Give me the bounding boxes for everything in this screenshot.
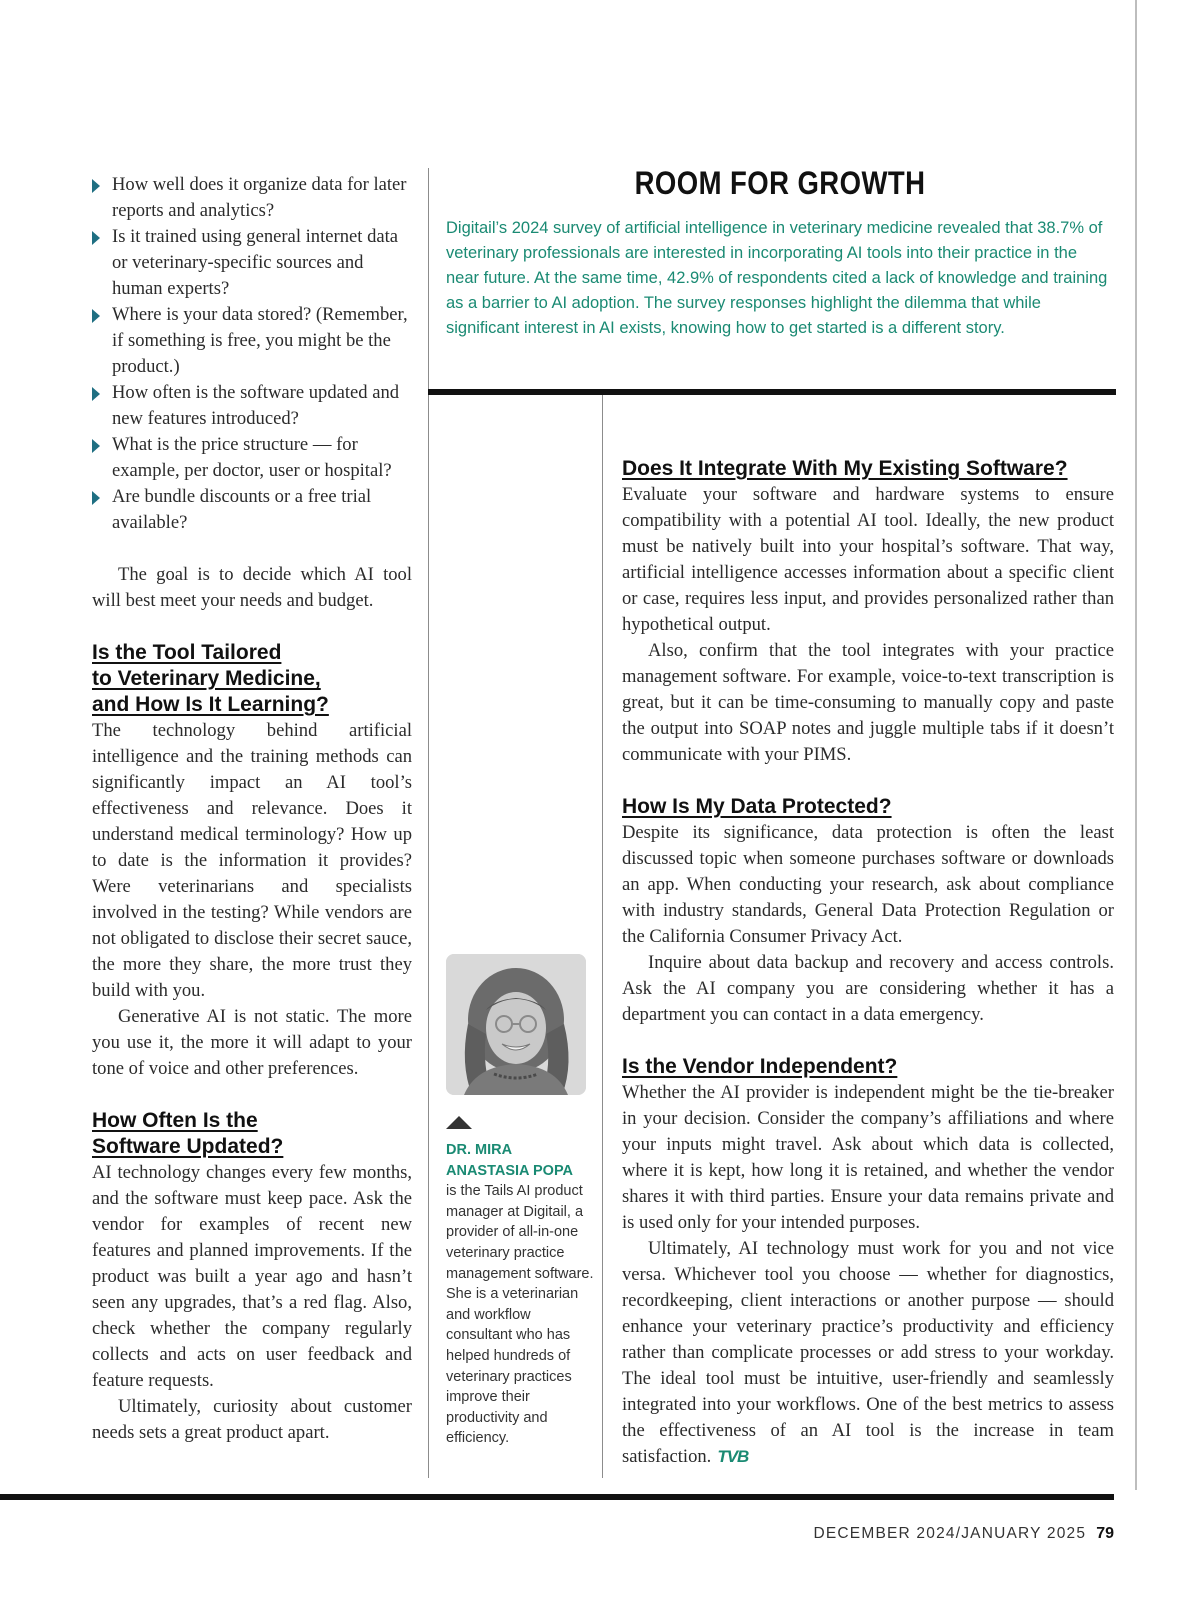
footer-rule <box>0 1494 1114 1500</box>
sidebar-box <box>446 165 1114 341</box>
triangle-bullet-icon <box>92 231 100 245</box>
author-portrait-icon <box>446 954 586 1095</box>
column-divider <box>428 168 429 1478</box>
sidebar-body: Digitail’s 2024 survey of artificial intelligence in veterinary medicine revealed that 38.7% of veterinary professionals are interested in incorporating AI tools into their practice in the near future. At the same time, 42.9% of respondents cited a lack of knowledge and training as a barrier to AI adoption. The survey responses highlight the dilemma that while significant interest in AI exists, knowing how to get started is a different story. <box>446 219 1108 337</box>
body-paragraph: Despite its significance, data protection is often the least discussed topic when someone purchases software or downloads an app. When conducting your research, ask about compliance with industry standards, General Data Protection Regulation or the California Consumer Privacy Act. <box>622 822 1114 947</box>
section-heading-integrate: Does It Integrate With My Existing Software? <box>622 457 1068 480</box>
list-item: Is it trained using general internet data or veterinary-specific sources and human experts? <box>92 224 412 302</box>
list-item: Are bundle discounts or a free trial available? <box>92 484 412 536</box>
author-name: DR. MIRA ANASTASIA POPA <box>446 1142 574 1179</box>
sidebar-bottom-rule <box>428 389 1116 395</box>
list-item: How often is the software updated and new features introduced? <box>92 380 412 432</box>
page-footer <box>813 1525 1114 1543</box>
triangle-bullet-icon <box>92 179 100 193</box>
goal-paragraph: The goal is to decide which AI tool will best meet your needs and budget. <box>92 564 412 611</box>
right-column <box>622 456 1114 1470</box>
body-paragraph: Generative AI is not static. The more you use it, the more it will adapt to your tone of voice and other preferences. <box>92 1006 412 1079</box>
sidebar-title: ROOM FOR GROWTH <box>634 165 926 201</box>
body-paragraph: Also, confirm that the tool integrates with your practice management software. For example, voice-to-text transcription is great, but it can be time-consuming to manually copy and paste the output into SOAP notes and juggle multiple tabs if it doesn’t communicate with your PIMS. <box>622 640 1114 765</box>
triangle-bullet-icon <box>92 387 100 401</box>
section-heading-tailored: Is the Tool Tailored to Veterinary Medicine, and How Is It Learning? <box>92 641 329 716</box>
list-item: How well does it organize data for later reports and analytics? <box>92 172 412 224</box>
body-paragraph: Evaluate your software and hardware systems to ensure compatibility with a potential AI tool. Ideally, the new product must be natively built into your hospital’s software. That way, artificial intelligence accesses information about a specific client or case, requires less input, and provides personalized rather than hypothetical output. <box>622 484 1114 635</box>
page-edge-rule <box>1135 0 1137 1490</box>
triangle-bullet-icon <box>92 491 100 505</box>
page-number: 79 <box>1096 1525 1114 1542</box>
body-paragraph: The technology behind artificial intelligence and the training methods can significantly impact an AI tool’s effectiveness and relevance. Does it understand medical terminology? How up to date is the information it provides? Were veterinarians and specialists involved in the testing? While vendors are not obligated to disclose their secret sauce, the more they share, the more trust they build with you. <box>92 720 412 1001</box>
section-heading-vendor: Is the Vendor Independent? <box>622 1055 898 1078</box>
question-list <box>92 172 412 536</box>
issue-date: DECEMBER 2024/JANUARY 2025 <box>813 1525 1087 1542</box>
author-bio <box>446 1140 594 1449</box>
list-item: What is the price structure — for example, per doctor, user or hospital? <box>92 432 412 484</box>
left-column <box>92 172 412 1446</box>
tvb-end-logo: TVB <box>717 1447 749 1466</box>
body-paragraph: AI technology changes every few months, and the software must keep pace. Ask the vendor for examples of recent new features and planned improvements. If the product was built a year ago and hasn’t seen any upgrades, that’s a red flag. Also, check whether the company regularly collects and acts on user feedback and feature requests. <box>92 1162 412 1391</box>
body-paragraph: Whether the AI provider is independent might be the tie-breaker in your decision. Consider the company’s affiliations and where your inputs might travel. Ask about which data is collected, where it is kept, how long it is retained, and whether the vendor shares it with third parties. Ensure your data remains private and is used only for your intended purposes. <box>622 1082 1114 1233</box>
body-paragraph: Inquire about data backup and recovery and access controls. Ask the AI company you are considering whether it has a department you can contact in a data emergency. <box>622 952 1114 1025</box>
section-heading-updates: How Often Is the Software Updated? <box>92 1109 284 1158</box>
body-paragraph: Ultimately, curiosity about customer needs sets a great product apart. <box>92 1396 412 1443</box>
triangle-bullet-icon <box>92 439 100 453</box>
author-bio-text: is the Tails AI product manager at Digitail, a provider of all-in-one veterinary practice management software. She is a veterinarian and workflow consultant who has helped hundreds of veterinary practices improve their productivity and efficiency. <box>446 1183 594 1447</box>
caret-up-icon <box>446 1116 472 1129</box>
body-paragraph: Ultimately, AI technology must work for you and not vice versa. Whichever tool you choose — whether for diagnostics, recordkeeping, client interactions or another purpose — should enhance your veterinary practice’s productivity and efficiency rather than complicate processes or add stress to your workday. The ideal tool must be intuitive, user-friendly and seamlessly integrated into your workflows. One of the best metrics to assess the effectiveness of an AI tool is the increase in team satisfaction. TVB <box>622 1238 1114 1467</box>
triangle-bullet-icon <box>92 309 100 323</box>
list-item: Where is your data stored? (Remember, if something is free, you might be the product.) <box>92 302 412 380</box>
author-photo <box>446 954 586 1095</box>
section-heading-data-protected: How Is My Data Protected? <box>622 795 892 818</box>
column-divider <box>602 395 603 1478</box>
